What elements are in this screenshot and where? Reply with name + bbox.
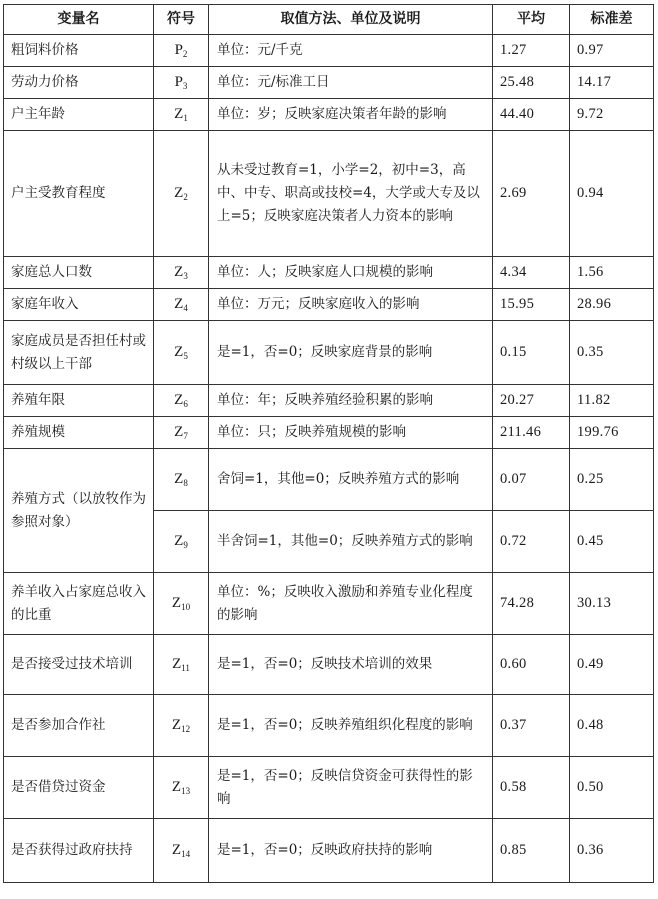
- cell-name: 养殖年限: [4, 385, 154, 417]
- cell-mean: 25.48: [493, 67, 570, 99]
- cell-name: 是否参加合作社: [4, 695, 154, 757]
- cell-name: 养殖方式（以放牧作为参照对象）: [4, 449, 154, 573]
- cell-symbol: $Z_{10}$: [154, 573, 209, 635]
- table-row: [4, 757, 654, 819]
- cell-mean: 211.46: [493, 417, 570, 449]
- table-row: [4, 573, 654, 635]
- cell-symbol: $Z_3$: [154, 257, 209, 289]
- cell-symbol: $Z_8$: [154, 449, 209, 511]
- cell-name: 养殖规模: [4, 417, 154, 449]
- cell-desc: 是=1，否=0；反映养殖组织化程度的影响: [209, 695, 493, 757]
- cell-name: 家庭成员是否担任村或村级以上干部: [4, 321, 154, 385]
- cell-sd: 30.13: [570, 573, 654, 635]
- cell-desc: 半舍饲=1，其他=0；反映养殖方式的影响: [209, 511, 493, 573]
- table-row: [4, 35, 654, 67]
- cell-name: 是否获得过政府扶持: [4, 819, 154, 883]
- cell-symbol: $P_3$: [154, 67, 209, 99]
- cell-sd: 0.97: [570, 35, 654, 67]
- cell-mean: 4.34: [493, 257, 570, 289]
- header-symbol: 符号: [154, 5, 209, 35]
- cell-mean: 15.95: [493, 289, 570, 321]
- cell-sd: 0.50: [570, 757, 654, 819]
- cell-mean: 44.40: [493, 99, 570, 131]
- cell-sd: 0.25: [570, 449, 654, 511]
- cell-sd: 0.35: [570, 321, 654, 385]
- cell-mean: 2.69: [493, 131, 570, 257]
- cell-desc: 单位：年；反映养殖经验积累的影响: [209, 385, 493, 417]
- table-row: [4, 695, 654, 757]
- cell-name: 粗饲料价格: [4, 35, 154, 67]
- cell-mean: 74.28: [493, 573, 570, 635]
- cell-name: 家庭总人口数: [4, 257, 154, 289]
- table-row: [4, 67, 654, 99]
- cell-desc: 单位：岁；反映家庭决策者年龄的影响: [209, 99, 493, 131]
- cell-symbol: $Z_6$: [154, 385, 209, 417]
- cell-sd: 0.49: [570, 635, 654, 695]
- cell-symbol: $Z_5$: [154, 321, 209, 385]
- cell-name: 户主年龄: [4, 99, 154, 131]
- cell-mean: 0.15: [493, 321, 570, 385]
- cell-sd: 1.56: [570, 257, 654, 289]
- cell-symbol: $Z_{14}$: [154, 819, 209, 883]
- table-row: [4, 385, 654, 417]
- cell-desc: 单位：万元；反映家庭收入的影响: [209, 289, 493, 321]
- cell-name: 养羊收入占家庭总收入的比重: [4, 573, 154, 635]
- cell-symbol: $Z_1$: [154, 99, 209, 131]
- header-mean: 平均: [493, 5, 570, 35]
- cell-desc: 单位：只；反映养殖规模的影响: [209, 417, 493, 449]
- cell-symbol: $Z_{12}$: [154, 695, 209, 757]
- cell-desc: 单位：人；反映家庭人口规模的影响: [209, 257, 493, 289]
- table-row: [4, 449, 654, 511]
- cell-symbol: $P_2$: [154, 35, 209, 67]
- cell-sd: 0.94: [570, 131, 654, 257]
- table-row: [4, 417, 654, 449]
- table-row: [4, 99, 654, 131]
- cell-mean: 0.72: [493, 511, 570, 573]
- cell-name: 是否接受过技术培训: [4, 635, 154, 695]
- cell-sd: 0.45: [570, 511, 654, 573]
- cell-symbol: $Z_{11}$: [154, 635, 209, 695]
- cell-symbol: $Z_{13}$: [154, 757, 209, 819]
- table-row: [4, 257, 654, 289]
- table-row: [4, 289, 654, 321]
- cell-symbol: $Z_9$: [154, 511, 209, 573]
- cell-desc: 从未受过教育=1，小学=2，初中=3，高中、中专、职高或技校=4，大学或大专及以上=5；反映家庭决策者人力资本的影响: [209, 131, 493, 257]
- cell-mean: 0.37: [493, 695, 570, 757]
- cell-sd: 0.48: [570, 695, 654, 757]
- table-row: [4, 321, 654, 385]
- cell-desc: 单位：元/千克: [209, 35, 493, 67]
- cell-name: 劳动力价格: [4, 67, 154, 99]
- cell-desc: 单位：%；反映收入激励和养殖专业化程度的影响: [209, 573, 493, 635]
- cell-symbol: $Z_7$: [154, 417, 209, 449]
- header-variable: 变量名: [4, 5, 154, 35]
- table-row: [4, 635, 654, 695]
- cell-symbol: $Z_2$: [154, 131, 209, 257]
- cell-mean: 20.27: [493, 385, 570, 417]
- cell-desc: 是=1，否=0；反映家庭背景的影响: [209, 321, 493, 385]
- cell-mean: 0.60: [493, 635, 570, 695]
- cell-symbol: $Z_4$: [154, 289, 209, 321]
- cell-sd: 199.76: [570, 417, 654, 449]
- header-sd: 标准差: [570, 5, 654, 35]
- cell-mean: 0.07: [493, 449, 570, 511]
- table-row: [4, 131, 654, 257]
- cell-name: 家庭年收入: [4, 289, 154, 321]
- table-header-row: [4, 5, 654, 35]
- variable-table: [3, 4, 654, 883]
- cell-mean: 1.27: [493, 35, 570, 67]
- cell-desc: 单位：元/标准工日: [209, 67, 493, 99]
- cell-desc: 是=1，否=0；反映政府扶持的影响: [209, 819, 493, 883]
- cell-desc: 是=1，否=0；反映信贷资金可获得性的影响: [209, 757, 493, 819]
- cell-name: 户主受教育程度: [4, 131, 154, 257]
- cell-desc: 是=1，否=0；反映技术培训的效果: [209, 635, 493, 695]
- cell-sd: 11.82: [570, 385, 654, 417]
- cell-desc: 舍饲=1，其他=0；反映养殖方式的影响: [209, 449, 493, 511]
- cell-sd: 9.72: [570, 99, 654, 131]
- cell-name: 是否借贷过资金: [4, 757, 154, 819]
- table-row: [4, 819, 654, 883]
- cell-mean: 0.58: [493, 757, 570, 819]
- header-method: 取值方法、单位及说明: [209, 5, 493, 35]
- cell-mean: 0.85: [493, 819, 570, 883]
- cell-sd: 0.36: [570, 819, 654, 883]
- cell-sd: 14.17: [570, 67, 654, 99]
- cell-sd: 28.96: [570, 289, 654, 321]
